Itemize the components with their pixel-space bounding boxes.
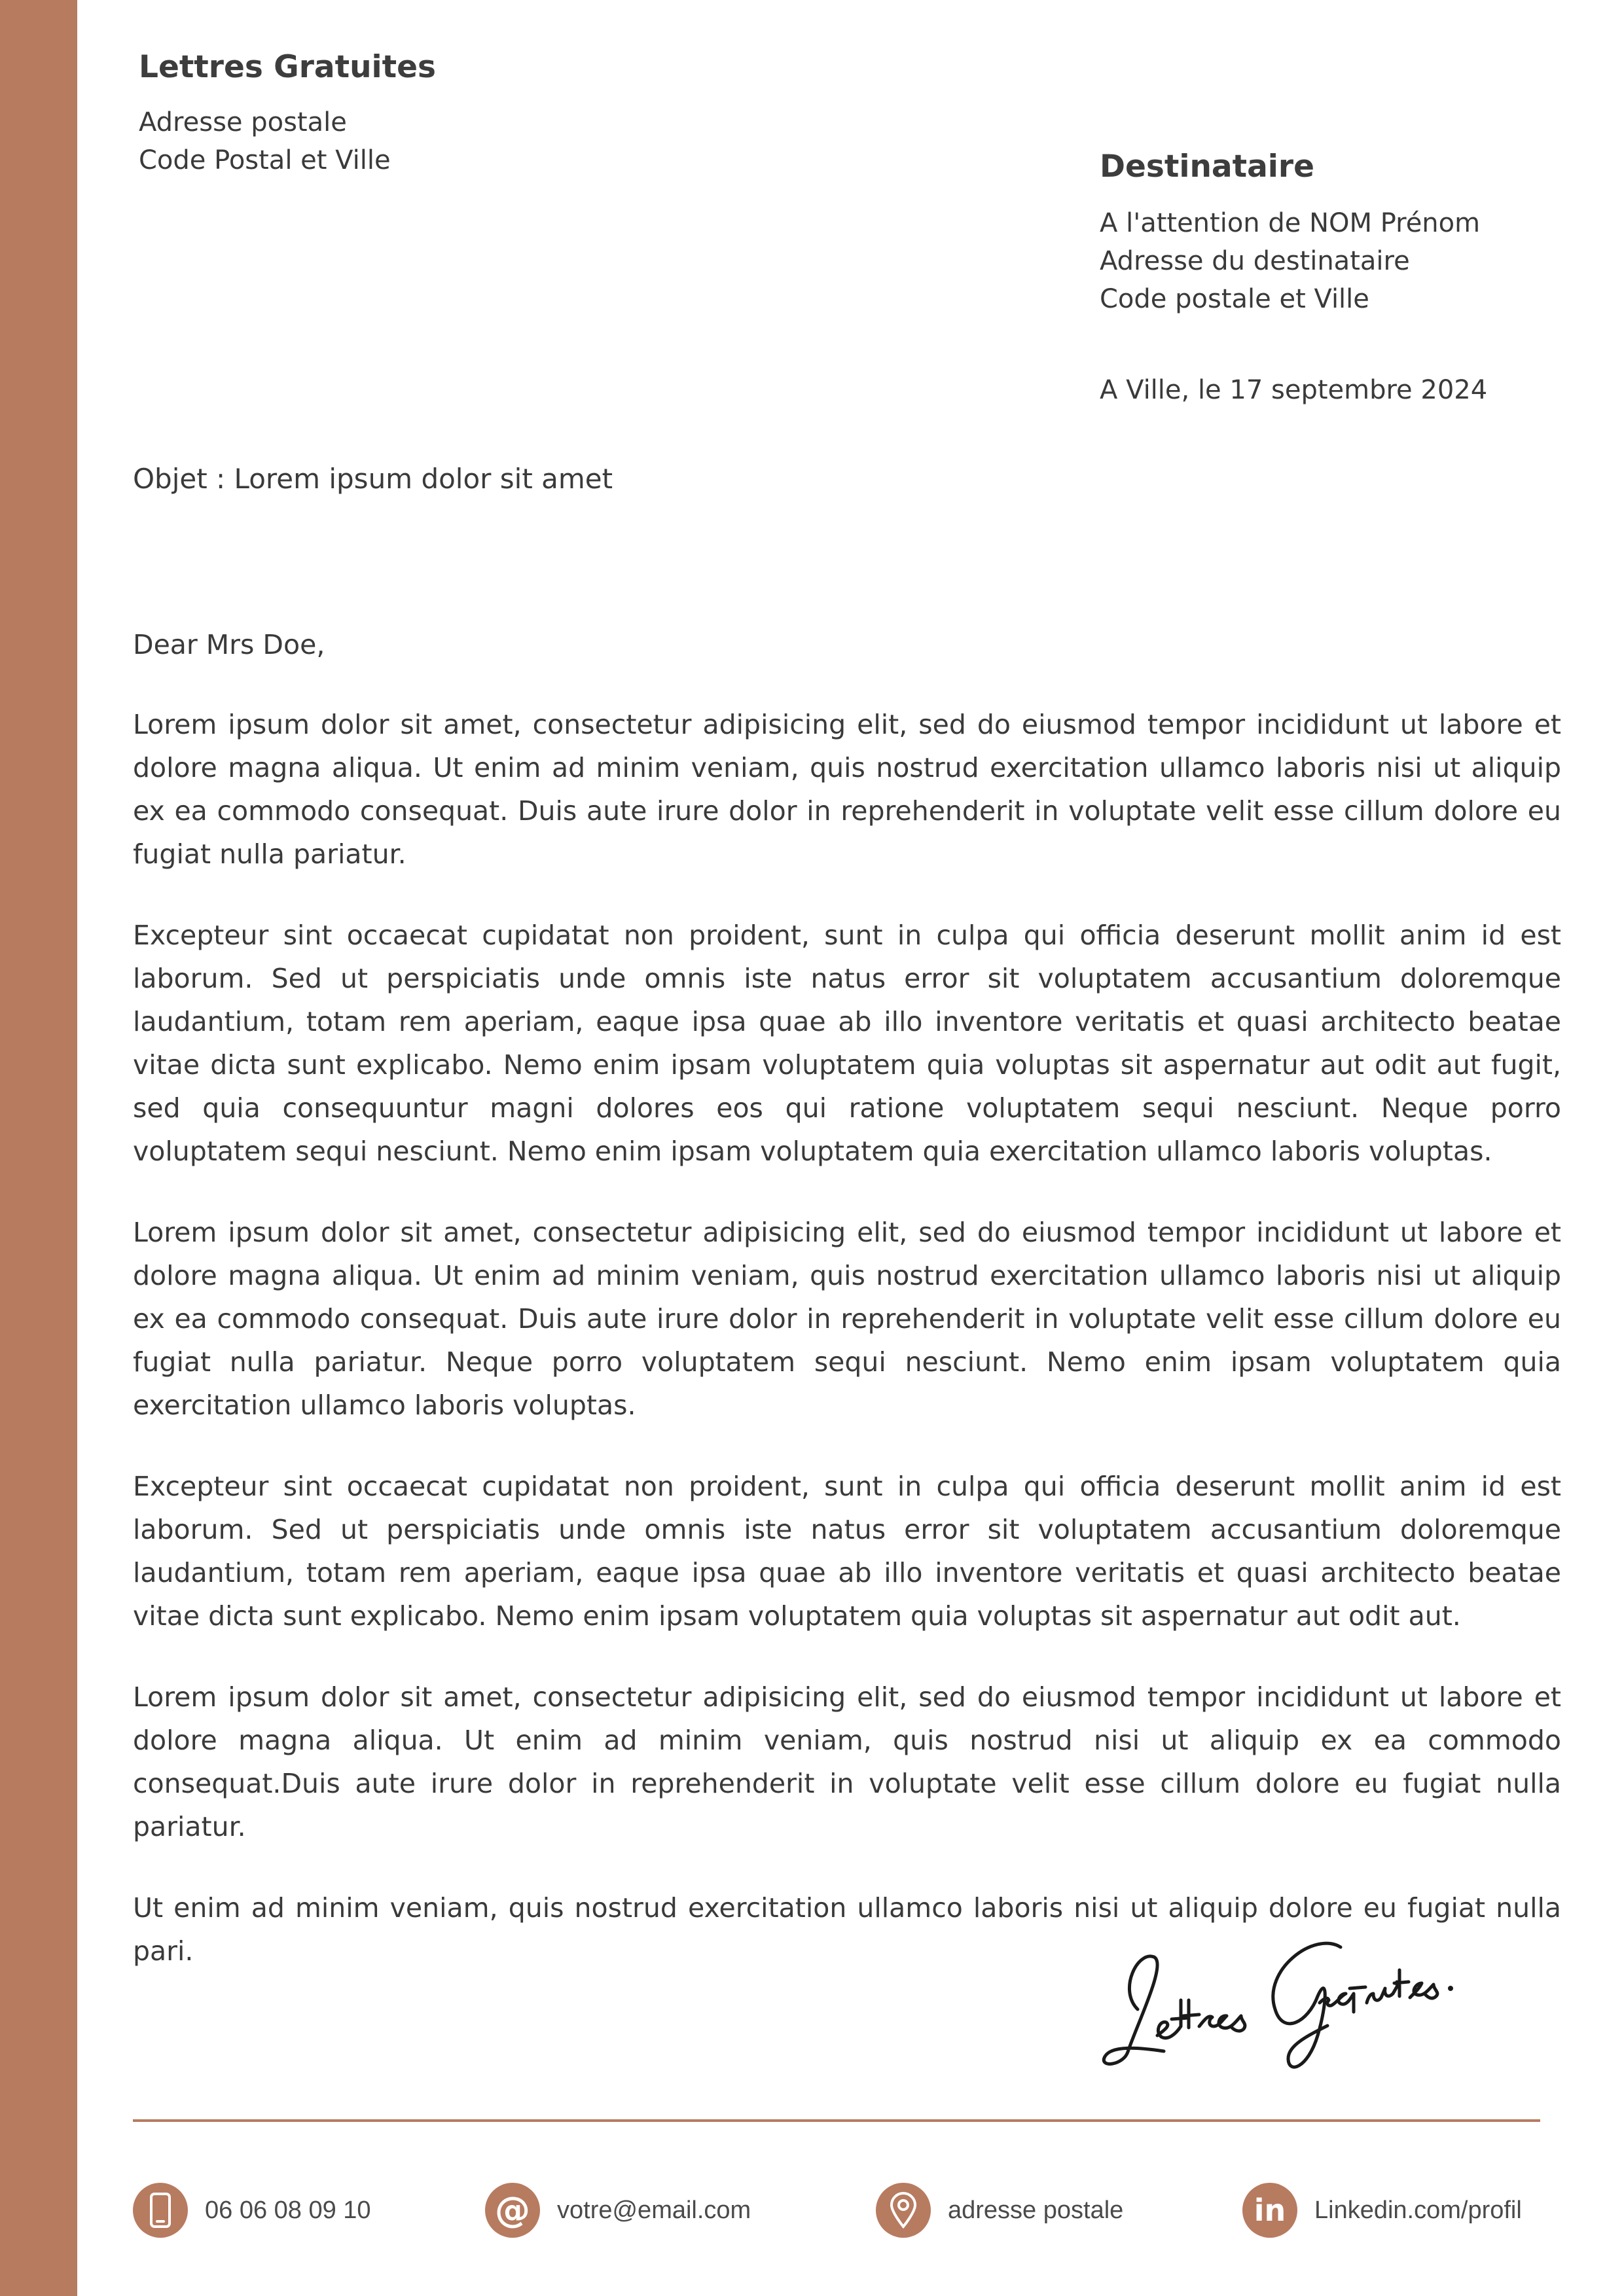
linkedin-icon: in	[1242, 2183, 1297, 2238]
body-paragraph: Excepteur sint occaecat cupidatat non proident, sunt in culpa qui officia deserunt mollit anim id est laborum. Sed ut perspiciatis unde omnis iste natus error sit voluptatem accusantium doloremque laudantium, totam rem aperiam, eaque ipsa quae ab illo inventore veritatis et quasi architecto beatae vitae dicta sunt explicabo. Nemo enim ipsam voluptatem quia voluptas sit aspernatur aut odit aut fugit, sed quia consequuntur magni dolores eos qui ratione voluptatem sequi nesciunt. Neque porro voluptatem sequi nesciunt. Nemo enim ipsam voluptatem quia exercitation ullamco laboris voluptas.	[133, 920, 1561, 1167]
recipient-title: Destinataire	[1100, 149, 1314, 185]
subject-line: Objet : Lorem ipsum dolor sit amet	[133, 463, 613, 495]
linkedin-profile[interactable]: Linkedin.com/profil	[1314, 2196, 1522, 2224]
date-line: A Ville, le 17 septembre 2024	[1100, 375, 1488, 405]
letter-body	[133, 623, 1561, 2011]
footer-email	[485, 2183, 751, 2238]
footer-linkedin	[1242, 2183, 1522, 2238]
sender-name: Lettres Gratuites	[139, 49, 436, 85]
recipient-address: Adresse du destinataire	[1100, 246, 1410, 276]
body-paragraph: Ut enim ad minim veniam, quis nostrud exercitation ullamco laboris nisi ut aliquip dolore eu fugiat nulla pari.	[133, 1892, 1561, 1967]
phone-number: 06 06 08 09 10	[205, 2196, 371, 2224]
recipient-block	[1100, 144, 1480, 318]
location-pin-icon	[876, 2183, 931, 2238]
body-paragraph: Lorem ipsum dolor sit amet, consectetur adipisicing elit, sed do eiusmod tempor incididunt ut labore et dolore magna aliqua. Ut enim ad minim veniam, quis nostrud nisi ut aliquip ex ea commodo consequat.Duis aute irure dolor in reprehenderit in voluptate velit esse cillum dolore eu fugiat nulla pariatur.	[133, 1681, 1561, 1842]
at-icon: @	[485, 2183, 540, 2238]
email-address[interactable]: votre@email.com	[557, 2196, 751, 2224]
body-paragraph: Excepteur sint occaecat cupidatat non proident, sunt in culpa qui officia deserunt mollit anim id est laborum. Sed ut perspiciatis unde omnis iste natus error sit voluptatem accusantium doloremque laudantium, totam rem aperiam, eaque ipsa quae ab illo inventore veritatis et quasi architecto beatae vitae dicta sunt explicabo. Nemo enim ipsam voluptatem quia voluptas sit aspernatur aut odit aut.	[133, 1471, 1561, 1632]
body-paragraph: Lorem ipsum dolor sit amet, consectetur adipisicing elit, sed do eiusmod tempor incididunt ut labore et dolore magna aliqua. Ut enim ad minim veniam, quis nostrud exercitation ullamco laboris nisi ut aliquip ex ea commodo consequat. Duis aute irure dolor in reprehenderit in voluptate velit esse cillum dolore eu fugiat nulla pariatur. Neque porro voluptatem sequi nesciunt. Nemo enim ipsam voluptatem quia exercitation ullamco laboris voluptas.	[133, 1217, 1561, 1421]
sender-city-line: Code Postal et Ville	[139, 145, 391, 175]
footer-divider	[133, 2119, 1540, 2122]
footer-phone	[133, 2183, 371, 2238]
recipient-attention: A l'attention de NOM Prénom	[1100, 208, 1481, 238]
side-accent-bar	[0, 0, 77, 2296]
recipient-city: Code postale et Ville	[1100, 284, 1369, 314]
footer-address	[876, 2183, 1123, 2238]
sender-block	[139, 45, 436, 179]
body-paragraph: Lorem ipsum dolor sit amet, consectetur adipisicing elit, sed do eiusmod tempor incididunt ut labore et dolore magna aliqua. Ut enim ad minim veniam, quis nostrud exercitation ullamco laboris nisi ut aliquip ex ea commodo consequat. Duis aute irure dolor in reprehenderit in voluptate velit esse cillum dolore eu fugiat nulla pariatur.	[133, 709, 1561, 870]
signature	[1092, 1911, 1485, 2081]
postal-address: adresse postale	[948, 2196, 1124, 2224]
greeting: Dear Mrs Doe,	[133, 629, 325, 660]
phone-icon	[133, 2183, 188, 2238]
sender-address-line: Adresse postale	[139, 107, 347, 137]
